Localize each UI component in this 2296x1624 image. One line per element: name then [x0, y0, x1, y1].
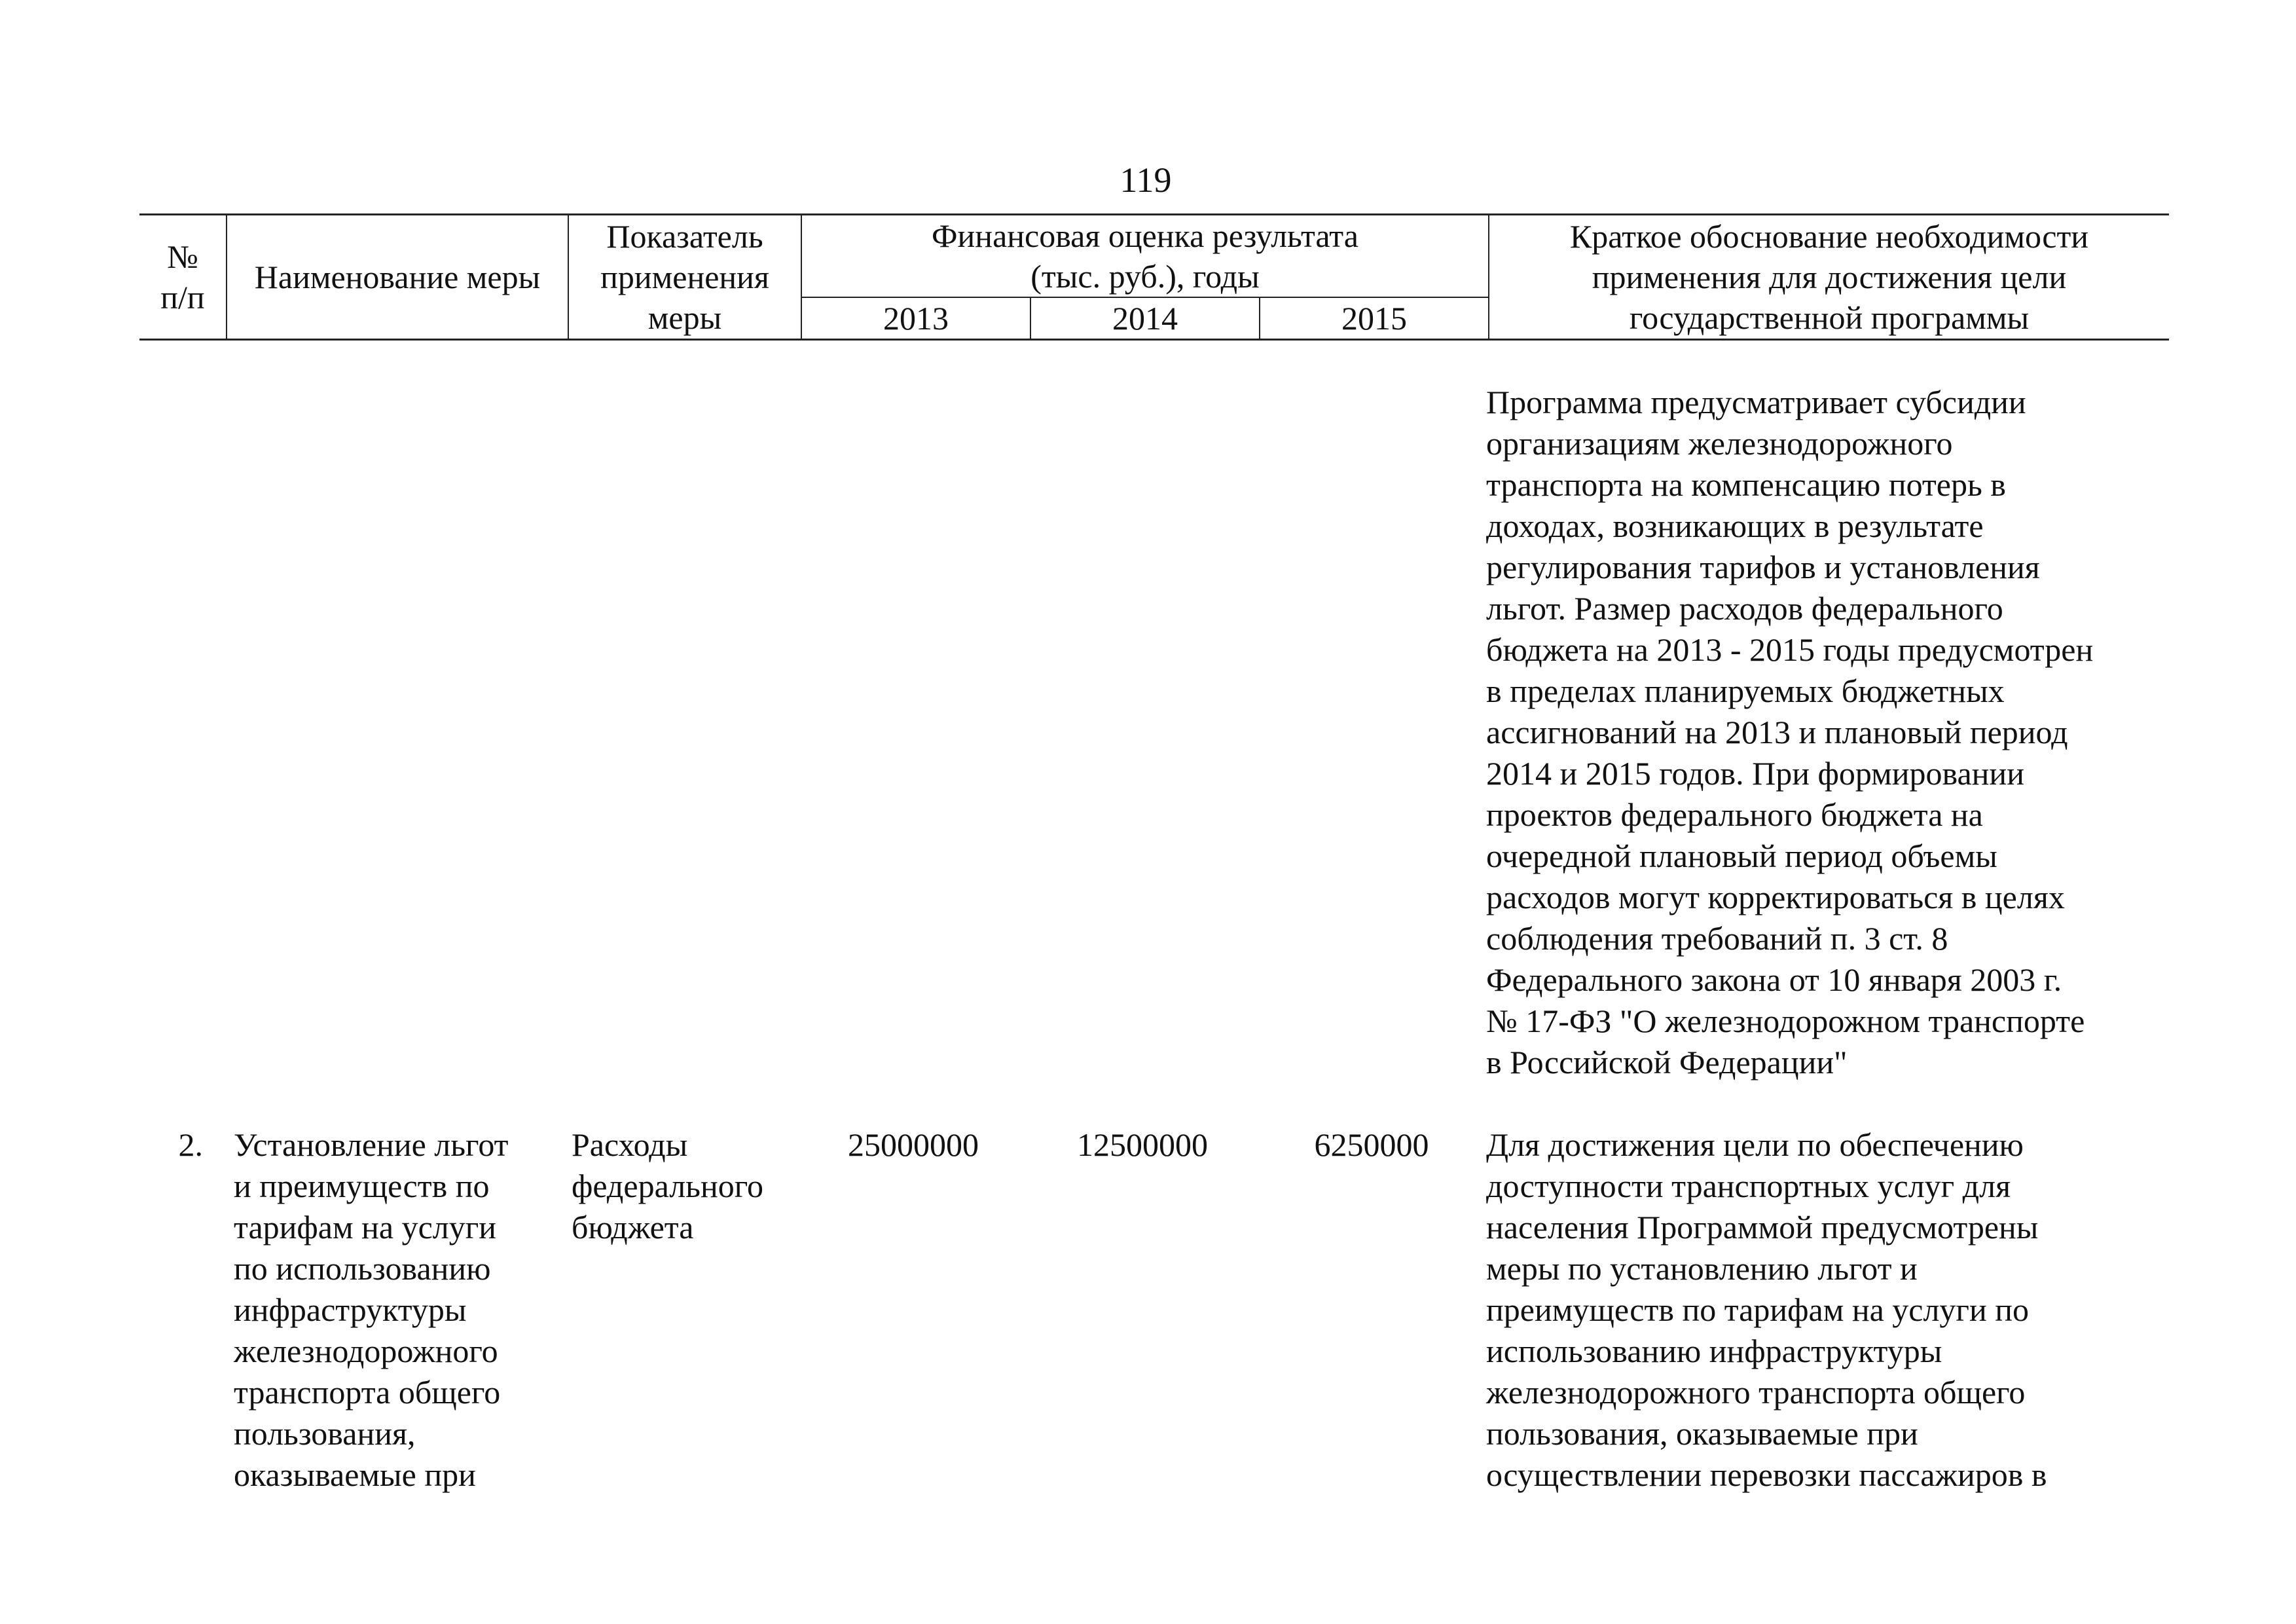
header-indicator-label: Показатель применения меры: [600, 218, 769, 336]
header-name-label: Наименование меры: [254, 259, 541, 295]
header-year-2014: 2014: [1030, 297, 1260, 340]
header-financial-label: Финансовая оценка результата (тыс. руб.), годы: [932, 217, 1358, 295]
row-indicator: Расходы федерального бюджета: [572, 1126, 763, 1246]
header-justification-label: Краткое обоснование необходимости применения для достижения цели государственной программы: [1569, 218, 2089, 336]
header-number-column: [139, 215, 227, 340]
continued-justification-text: Программа предусматривает субсидии организациям железнодорожного транспорта на компенсацию потерь в доходах, возникающих в результате регулирования тарифов и установления льгот. Размер расходов федерального бюджета на 2013 - 2015 годы предусмотрен в пределах планируемых бюджетных ассигнований на 2013 и плановый период 2014 и 2015 годов. При формировании проектов федерального бюджета на очередной плановый период объемы расходов могут корректироваться в целях соблюдения требований п. 3 ст. 8 Федерального закона от 10 января 2003 г. № 17-ФЗ "О железнодорожном транспорте в Российской Федерации": [1486, 384, 2094, 1080]
table-header: [139, 213, 2169, 341]
header-year-2015: 2015: [1260, 297, 1489, 340]
header-name-column: [227, 215, 568, 340]
row-value-2013: 25000000: [848, 1126, 979, 1163]
page-number: 119: [1120, 160, 1172, 200]
header-indicator-column: [568, 215, 801, 340]
header-number-label: № п/п: [160, 238, 205, 316]
header-year-2013: 2013: [801, 297, 1030, 340]
row-measure-name: Установление льгот и преимуществ по тарифам на услуги по использованию инфраструктуры железнодорожного транспорта общего пользования, оказываемые при: [234, 1126, 509, 1493]
header-financial-column: [801, 215, 1489, 298]
row-value-2014: 12500000: [1077, 1126, 1208, 1163]
row-value-2015: 6250000: [1314, 1126, 1429, 1163]
row-justification-text: Для достижения цели по обеспечению доступности транспортных услуг для населения Программой предусмотрены меры по установлению льгот и преимуществ по тарифам на услуги по использованию инфраструктуры железнодорожного транспорта общего пользования, оказываемые при осуществлении перевозки пассажиров в: [1486, 1126, 2047, 1493]
header-justification-column: [1489, 215, 2169, 340]
row-number: 2.: [178, 1126, 203, 1163]
